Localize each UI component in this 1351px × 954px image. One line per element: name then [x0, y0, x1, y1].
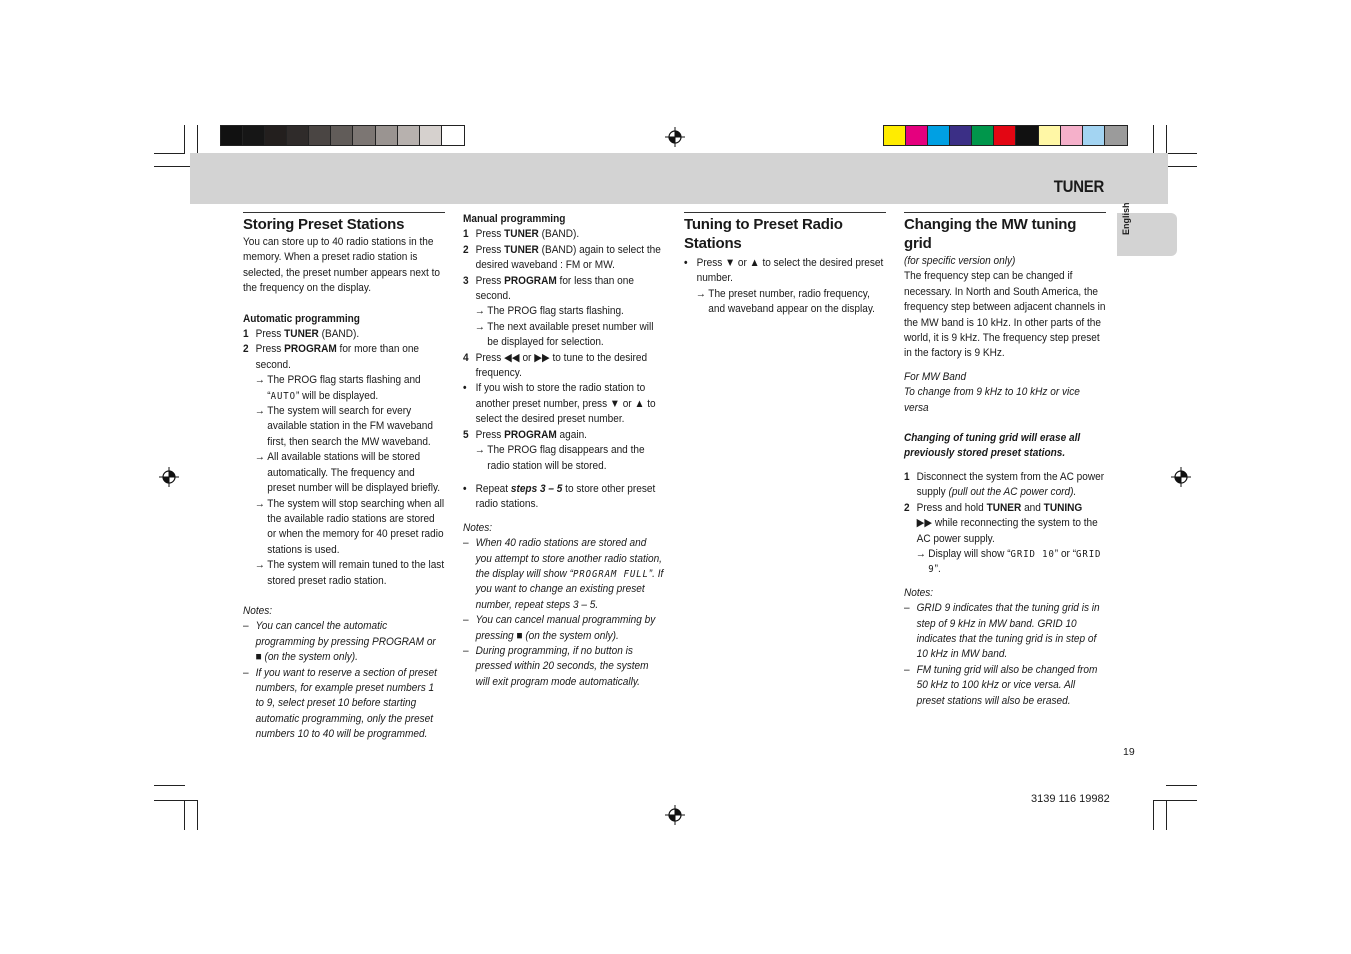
up-triangle-icon: ▲: [749, 257, 760, 269]
result-item: → All available stations will be stored automatically. The frequency and preset number will be displayed briefly.: [254, 451, 441, 495]
registration-target-icon: [665, 805, 685, 825]
arrow-icon: →: [254, 559, 265, 572]
note-item: – You can cancel the automatic programming by pressing PROGRAM or ■ (on the system only).: [243, 620, 436, 664]
grayscale-swatch-strip: [220, 125, 465, 146]
notes-label: Notes:: [243, 604, 273, 617]
step-item: 5 Press PROGRAM again.: [463, 428, 587, 441]
color-swatch-strip: [883, 125, 1128, 146]
section-subtitle: (for specific version only): [904, 255, 1016, 267]
color-swatch: [1039, 126, 1061, 145]
arrow-icon: →: [915, 547, 926, 560]
up-triangle-icon: ▲: [634, 397, 645, 410]
arrow-icon: →: [254, 374, 265, 387]
color-swatch: [376, 126, 398, 145]
note-item: – If you want to reserve a section of preset numbers, for example preset numbers 1 to 9, select preset 10 before starting automatic programming, only the preset numbers 10 to 40 will be programmed.: [243, 666, 437, 741]
result-item: → Display will show “GRID 10” or “GRID 9”.: [915, 547, 1102, 576]
language-tab: [1117, 202, 1177, 256]
color-swatch: [331, 126, 353, 145]
band-text: To change from 9 kHz to 10 kHz or vice versa: [904, 386, 1080, 414]
note-item: – GRID 9 indicates that the tuning grid is in step of 9 kHz in MW band. GRID 10 indicates that the tuning grid is in step of 10 kHz in MW band.: [904, 602, 1100, 661]
step-item: 2 Press PROGRAM for more than one second.: [243, 343, 420, 371]
rewind-icon: ◀◀: [504, 351, 520, 364]
arrow-icon: →: [474, 305, 485, 318]
result-item: → The next available preset number will be displayed for selection.: [474, 320, 654, 349]
color-swatch: [906, 126, 928, 145]
arrow-icon: →: [254, 497, 265, 510]
fast-forward-icon: ▶▶: [916, 517, 933, 530]
registration-target-icon: [1171, 467, 1191, 487]
color-swatch: [309, 126, 331, 145]
color-swatch: [1061, 126, 1083, 145]
column-tuning-preset: [684, 212, 886, 318]
down-triangle-icon: ▼: [725, 257, 736, 269]
step-item: 2 Press and hold TUNER and TUNING ▶▶ while reconnecting the system to the AC power supply.: [904, 501, 1098, 545]
color-swatch: [265, 126, 287, 145]
registration-target-icon: [159, 467, 179, 487]
color-swatch: [1083, 126, 1105, 145]
step-item: 3 Press PROGRAM for less than one second.: [463, 274, 634, 303]
color-swatch: [243, 126, 265, 145]
registration-target-icon: [665, 127, 685, 147]
color-swatch: [884, 126, 906, 145]
result-item: → The PROG flag starts flashing and “AUTO” will be displayed.: [254, 374, 421, 402]
color-swatch: [972, 126, 994, 145]
note-item: – When 40 radio stations are stored and you attempt to store another radio station, the display will show “PROGRAM FULL”. If you want to change an existing preset number, repeat steps 3 – 5.: [463, 537, 664, 611]
intro-text: The frequency step can be changed if necessary. In North and South America, the frequency step between adjacent channels in the MW band is 10 kHz. In other parts of the world, it is 9 kHz. The frequency step preset in the factory is 9 KHz.: [904, 270, 1106, 360]
color-swatch: [442, 126, 464, 145]
warning-text: Changing of tuning grid will erase all previously stored preset stations.: [904, 432, 1081, 460]
color-swatch: [1016, 126, 1038, 145]
fast-forward-icon: ▶▶: [534, 351, 550, 364]
column-storing-preset: [243, 212, 445, 743]
page-number: 19: [1123, 746, 1135, 758]
down-triangle-icon: ▼: [609, 397, 620, 410]
result-item: → The preset number, radio frequency, and waveband appear on the display.: [695, 287, 875, 316]
document-code: 3139 116 19982: [1031, 793, 1110, 805]
section-title: Storing Preset Stations: [243, 212, 445, 234]
result-item: → The PROG flag disappears and the radio station will be stored.: [474, 444, 645, 472]
note-item: – You can cancel manual programming by pressing ■ (on the system only).: [463, 614, 656, 642]
note-item: – FM tuning grid will also be changed from 50 kHz to 100 kHz or vice versa. All preset stations will also be erased.: [904, 663, 1098, 707]
bullet-item: • Repeat steps 3 – 5 to store other preset radio stations.: [463, 482, 656, 511]
result-item: → The system will search for every available station in the FM waveband first, then search the MW waveband.: [254, 405, 433, 448]
language-tab-label: English: [1121, 202, 1131, 235]
notes-label: Notes:: [904, 586, 934, 599]
column-manual-programming: [463, 212, 665, 690]
page-title: TUNER: [1053, 177, 1104, 196]
color-swatch: [928, 126, 950, 145]
subheading: Automatic programming: [243, 312, 360, 325]
arrow-icon: →: [254, 451, 265, 464]
arrow-icon: →: [474, 444, 485, 457]
bullet-item: • Press ▼ or ▲ to select the desired preset number.: [684, 257, 884, 285]
arrow-icon: →: [474, 320, 485, 333]
section-title: Tuning to Preset Radio Stations: [684, 212, 886, 253]
color-swatch: [287, 126, 309, 145]
step-item: 4 Press ◀◀ or ▶▶ to tune to the desired frequency.: [463, 351, 648, 380]
arrow-icon: →: [695, 287, 706, 300]
result-item: → The PROG flag starts flashing.: [463, 304, 665, 319]
result-item: → The system will stop searching when all the available radio stations are stored or when the memory for 40 preset radio stations is used.: [254, 497, 445, 556]
arrow-icon: →: [254, 405, 265, 418]
subheading: Manual programming: [463, 213, 566, 225]
band-label: For MW Band: [904, 370, 967, 383]
step-item: 1 Press TUNER (BAND).: [243, 328, 360, 341]
note-item: – During programming, if no button is pressed within 20 seconds, the system will exit program mode automatically.: [463, 644, 649, 688]
column-mw-tuning-grid: [904, 212, 1106, 709]
color-swatch: [398, 126, 420, 145]
color-swatch: [353, 126, 375, 145]
bullet-item: • If you wish to store the radio station to another preset number, press ▼ or ▲ to select the desired preset number.: [463, 382, 656, 426]
intro-text: You can store up to 40 radio stations in the memory. When a preset radio station is selected, the preset number appears next to the frequency on the display.: [243, 236, 441, 295]
color-swatch: [1105, 126, 1127, 145]
step-item: 1 Disconnect the system from the AC power supply (pull out the AC power cord).: [904, 470, 1105, 499]
result-item: → The system will remain tuned to the last stored preset radio station.: [254, 559, 445, 587]
color-swatch: [420, 126, 442, 145]
step-item: 2 Press TUNER (BAND) again to select the desired waveband : FM or MW.: [463, 243, 661, 272]
color-swatch: [994, 126, 1016, 145]
notes-label: Notes:: [463, 521, 493, 534]
color-swatch: [950, 126, 972, 145]
color-swatch: [221, 126, 243, 145]
section-title: Changing the MW tuning grid: [904, 212, 1106, 253]
step-item: 1 Press TUNER (BAND).: [463, 228, 580, 241]
